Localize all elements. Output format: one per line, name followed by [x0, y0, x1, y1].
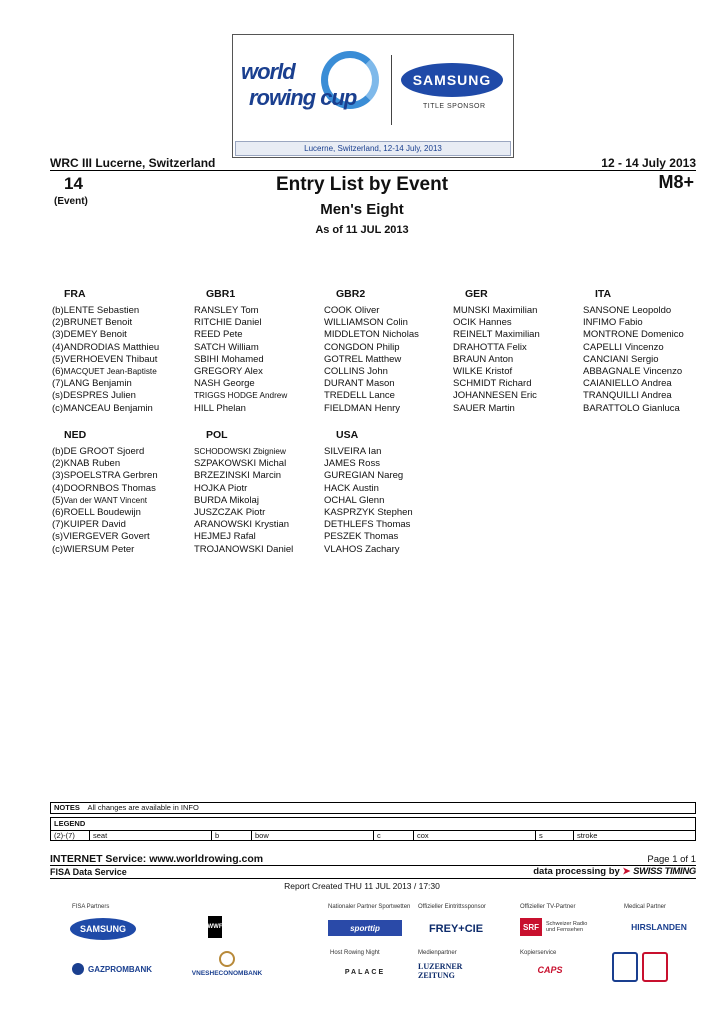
crew-member	[324, 403, 464, 415]
slrg-crest-icon	[642, 952, 668, 982]
legend-value: bow	[251, 831, 373, 841]
athlete-name: NASH George	[194, 378, 255, 390]
athlete-name: HACK Austin	[324, 482, 379, 494]
title-sponsor-label: TITLE SPONSOR	[423, 103, 486, 110]
seat-position: (2)	[52, 317, 64, 329]
crew-country: FRA	[64, 288, 86, 300]
crew-member	[324, 317, 464, 329]
crew-member	[453, 390, 593, 402]
samsung-logo: SAMSUNG	[401, 63, 503, 97]
notes-label: NOTES	[54, 803, 80, 812]
crew-member	[324, 519, 464, 531]
sporttip-logo: sporttip	[328, 920, 402, 936]
report-created: Report Created THU 11 JUL 2013 / 17:30	[284, 881, 440, 891]
crew-member	[583, 317, 723, 329]
athlete-name: BRUNET Benoit	[63, 317, 133, 329]
seat-position: (3)	[52, 470, 64, 482]
crew-ned	[52, 428, 192, 556]
crew-member	[52, 458, 192, 470]
crew-pol	[194, 428, 334, 556]
crew-member	[583, 378, 723, 390]
crew-member	[194, 495, 334, 507]
athlete-name: Van der WANT Vincent	[63, 495, 148, 505]
athlete-name: REINELT Maximilian	[453, 329, 540, 341]
athlete-name: TREDELL Lance	[324, 390, 395, 402]
header-banner	[232, 34, 514, 158]
athlete-name: RITCHIE Daniel	[194, 317, 262, 329]
crew-country: GBR2	[336, 288, 366, 300]
srf-text: Schweizer Radio und Fernsehen	[546, 921, 588, 933]
crew-country: GBR1	[206, 288, 236, 300]
athlete-name: LENTE Sebastien	[63, 305, 140, 316]
crew-country: POL	[206, 429, 228, 441]
legend-value: cox	[413, 831, 535, 841]
betting-partner-label: Nationaler Partner Sportwetten	[328, 904, 411, 910]
athlete-name: MIDDLETON Nicholas	[324, 329, 419, 341]
media-partner-label: Medienpartner	[418, 950, 457, 956]
athlete-name: GUREGIAN Nareg	[324, 470, 404, 482]
crew-member	[194, 378, 334, 390]
crew-country: GER	[465, 288, 488, 300]
crew-member	[194, 483, 334, 495]
crew-member	[453, 305, 593, 317]
seat-position: (c)	[52, 402, 64, 414]
rescue-crest-icon	[612, 952, 638, 982]
athlete-name: JOHANNESEN Eric	[453, 390, 537, 402]
crew-country: NED	[64, 429, 87, 441]
logo-world-text: world	[241, 59, 295, 84]
athlete-name: ANDRODIAS Matthieu	[63, 341, 160, 353]
crew-member	[52, 378, 192, 390]
athlete-name: SPOELSTRA Gerbren	[63, 470, 158, 482]
seat-position: (6)	[52, 507, 64, 519]
seat-position: (b)	[52, 446, 64, 457]
athlete-name: HOJKA Piotr	[194, 482, 248, 494]
athlete-name: SBIHI Mohamed	[194, 353, 264, 365]
seat-position: (b)	[52, 305, 64, 316]
competition-dates: 12 - 14 July 2013	[601, 156, 696, 170]
fisa-partners-label: FISA Partners	[72, 904, 110, 910]
crew-member	[52, 390, 192, 402]
crew-member	[324, 507, 464, 519]
crew-ita	[583, 287, 723, 415]
athlete-name: SCHMIDT Richard	[453, 378, 532, 390]
crew-member	[194, 507, 334, 519]
athlete-name: HEJMEJ Rafal	[194, 531, 256, 543]
legend-key: (2)-(7)	[54, 831, 75, 840]
athlete-name: INFIMO Fabio	[583, 317, 643, 329]
athlete-name: DEMEY Benoit	[63, 329, 127, 341]
luzerner-zeitung-logo: LUZERNER ZEITUNG	[418, 962, 463, 980]
seat-position: (6)	[52, 366, 64, 378]
swiss-timing-icon: ➤	[622, 866, 631, 877]
crew-member	[194, 390, 334, 402]
crew-member	[194, 305, 334, 317]
crew-fra	[52, 287, 192, 415]
page-number: Page 1 of 1	[647, 854, 696, 865]
notes-text: All changes are available in INFO	[87, 803, 199, 812]
crew-member	[324, 305, 464, 317]
seat-position: (s)	[52, 390, 64, 402]
event-number: 14	[64, 174, 83, 193]
crew-member	[194, 317, 334, 329]
crew-member	[324, 531, 464, 543]
crew-gbr2	[324, 287, 464, 415]
palace-logo: PALACE	[344, 968, 386, 976]
athlete-name: FIELDMAN Henry	[324, 402, 401, 414]
athlete-name: PESZEK Thomas	[324, 531, 399, 543]
page-title: Entry List by Event	[275, 174, 449, 195]
crew-member	[52, 544, 192, 556]
veb-text: VNESHECONOMBANK	[191, 970, 263, 977]
athlete-name: TRANQUILLI Andrea	[583, 390, 672, 402]
athlete-name: MANCEAU Benjamin	[63, 402, 153, 414]
header-rule	[50, 170, 696, 171]
event-subtitle: Men's Eight	[320, 201, 404, 218]
footer-rule-2	[50, 878, 696, 879]
legend-title: LEGEND	[54, 819, 86, 828]
crew-member	[52, 495, 192, 507]
wwf-logo: WWF	[208, 916, 222, 938]
crew-member	[324, 329, 464, 341]
copy-service-label: Kopierservice	[520, 950, 557, 956]
crew-member	[194, 531, 334, 543]
seat-position: (5)	[52, 494, 64, 506]
crew-member	[194, 544, 334, 556]
internet-service: INTERNET Service: www.worldrowing.com	[50, 853, 264, 865]
data-processing-label: data processing by	[533, 866, 620, 877]
banner-location-strip: Lucerne, Switzerland, 12-14 July, 2013	[235, 141, 511, 156]
legend-row	[51, 830, 695, 841]
crew-member	[324, 544, 464, 556]
caps-logo: CAPS	[537, 965, 563, 975]
athlete-name: DURANT Mason	[324, 378, 395, 390]
crew-member	[52, 305, 192, 317]
crew-member	[194, 342, 334, 354]
athlete-name: TRIGGS HODGE Andrew	[194, 391, 288, 401]
athlete-name: OCIK Hannes	[453, 317, 512, 329]
crew-member	[52, 483, 192, 495]
seat-position: (7)	[52, 378, 64, 390]
crew-member	[324, 495, 464, 507]
crew-member	[324, 342, 464, 354]
world-rowing-cup-logo	[241, 51, 391, 123]
athlete-name: DESPRES Julien	[63, 390, 136, 402]
crew-member	[52, 519, 192, 531]
seat-position: (2)	[52, 458, 64, 470]
athlete-name: SILVEIRA Ian	[324, 446, 382, 457]
athlete-name: DRAHOTTA Felix	[453, 341, 527, 353]
athlete-name: CAPELLI Vincenzo	[583, 341, 664, 353]
crew-member	[324, 446, 464, 458]
crew-member	[194, 458, 334, 470]
athlete-name: SATCH William	[194, 341, 259, 353]
gazprombank-icon	[72, 963, 84, 975]
tv-partner-label: Offizieller TV-Partner	[520, 904, 576, 910]
crew-member	[194, 366, 334, 378]
event-label: (Event)	[54, 196, 88, 207]
crew-member	[453, 378, 593, 390]
crew-member	[324, 390, 464, 402]
athlete-name: BURDA Mikolaj	[194, 494, 259, 506]
athlete-name: OCHAL Glenn	[324, 494, 385, 506]
crew-country: ITA	[595, 288, 612, 300]
crew-member	[324, 483, 464, 495]
legend-value: stroke	[573, 831, 695, 841]
crew-member	[324, 366, 464, 378]
athlete-name: COLLINS John	[324, 366, 388, 378]
crew-member	[583, 354, 723, 366]
athlete-name: TROJANOWSKI Daniel	[194, 543, 294, 555]
crew-country: USA	[336, 429, 359, 441]
crew-member	[52, 329, 192, 341]
seat-position: (5)	[52, 353, 64, 365]
crew-member	[52, 446, 192, 458]
swiss-timing-logo: SWISS TIMING	[633, 866, 696, 877]
ticketing-sponsor-label: Offizieller Eintrittssponsor	[418, 904, 486, 910]
legend-value: seat	[89, 831, 211, 841]
athlete-name: WILLIAMSON Colin	[324, 317, 408, 329]
athlete-name: ABBAGNALE Vincenzo	[583, 366, 683, 378]
logo-rowing-cup-text: rowing cup	[249, 85, 357, 110]
crew-member	[194, 519, 334, 531]
crew-member	[52, 403, 192, 415]
athlete-name: MACQUET Jean-Baptiste	[63, 367, 157, 377]
crew-member	[52, 507, 192, 519]
crew-ger	[453, 287, 593, 415]
athlete-name: MONTRONE Domenico	[583, 329, 684, 341]
seat-position: (7)	[52, 519, 64, 531]
seat-position: (c)	[52, 543, 64, 555]
crew-member	[583, 403, 723, 415]
athlete-name: JAMES Ross	[324, 458, 380, 470]
crew-member	[583, 366, 723, 378]
crew-member	[194, 329, 334, 341]
host-rowing-night-label: Host Rowing Night	[330, 950, 380, 956]
hirslanden-logo: HIRSLANDEN	[631, 922, 687, 932]
gazprombank-logo	[72, 962, 152, 976]
athlete-name: LANG Benjamin	[63, 378, 132, 390]
competition-name: WRC III Lucerne, Switzerland	[50, 156, 216, 170]
athlete-name: VERHOEVEN Thibaut	[63, 353, 158, 365]
athlete-name: DETHLEFS Thomas	[324, 519, 411, 531]
veb-icon	[219, 951, 235, 967]
crew-member	[453, 317, 593, 329]
athlete-name: BRZEZINSKI Marcin	[194, 470, 282, 482]
crew-member	[583, 305, 723, 317]
athlete-name: WIERSUM Peter	[63, 543, 135, 555]
crew-member	[52, 317, 192, 329]
crew-member	[453, 403, 593, 415]
crew-member	[583, 329, 723, 341]
samsung-partner-logo: SAMSUNG	[70, 918, 136, 940]
rescue-logos	[612, 952, 668, 982]
crew-member	[194, 446, 334, 458]
data-processing	[533, 866, 696, 877]
crew-member	[52, 366, 192, 378]
gazprombank-text: GAZPROMBANK	[88, 964, 152, 974]
seat-position: (4)	[52, 341, 64, 353]
athlete-name: REED Pete	[194, 329, 243, 341]
seat-position: (4)	[52, 482, 64, 494]
athlete-name: WILKE Kristof	[453, 366, 513, 378]
athlete-name: KASPRZYK Stephen	[324, 507, 413, 519]
legend-key: b	[211, 831, 251, 841]
athlete-name: BRAUN Anton	[453, 353, 514, 365]
crew-member	[453, 366, 593, 378]
crew-member	[583, 390, 723, 402]
legend-key: s	[535, 831, 573, 841]
crew-member	[324, 354, 464, 366]
frey-cie-logo: FREY+CIE	[428, 923, 484, 935]
legend-key: c	[373, 831, 413, 841]
crew-member	[324, 458, 464, 470]
srf-logo: SRF	[520, 918, 542, 936]
athlete-name: GOTREL Matthew	[324, 353, 402, 365]
seat-position: (s)	[52, 531, 64, 543]
athlete-name: BARATTOLO Gianluca	[583, 402, 680, 414]
crew-member	[52, 354, 192, 366]
athlete-name: VLAHOS Zachary	[324, 543, 400, 555]
crew-member	[52, 342, 192, 354]
athlete-name: VIERGEVER Govert	[63, 531, 150, 543]
athlete-name: CONGDON Philip	[324, 341, 400, 353]
athlete-name: SANSONE Leopoldo	[583, 305, 672, 316]
boat-class: M8+	[658, 172, 694, 192]
athlete-name: DOORNBOS Thomas	[63, 482, 156, 494]
as-of-date: As of 11 JUL 2013	[315, 224, 409, 236]
seat-position: (3)	[52, 329, 64, 341]
crew-member	[52, 531, 192, 543]
athlete-name: CAIANIELLO Andrea	[583, 378, 672, 390]
crew-member	[52, 470, 192, 482]
legend-box	[50, 817, 696, 841]
fisa-data-service: FISA Data Service	[50, 867, 127, 877]
athlete-name: RANSLEY Tom	[194, 305, 259, 316]
athlete-name: MUNSKI Maximilian	[453, 305, 538, 316]
crew-member	[453, 354, 593, 366]
notes-box	[50, 802, 696, 814]
athlete-name: KUIPER David	[63, 519, 126, 531]
crew-gbr1	[194, 287, 334, 415]
crew-member	[194, 470, 334, 482]
athlete-name: SCHODOWSKI Zbigniew	[194, 447, 286, 456]
crew-member	[453, 329, 593, 341]
crew-member	[324, 470, 464, 482]
crew-member	[194, 354, 334, 366]
athlete-name: CANCIANI Sergio	[583, 353, 659, 365]
crew-usa	[324, 428, 464, 556]
veb-logo	[192, 944, 262, 984]
athlete-name: COOK Oliver	[324, 305, 380, 316]
crew-member	[583, 342, 723, 354]
athlete-name: GREGORY Alex	[194, 366, 263, 378]
banner-divider	[391, 55, 392, 125]
athlete-name: SAUER Martin	[453, 402, 515, 414]
athlete-name: ARANOWSKI Krystian	[194, 519, 290, 531]
athlete-name: HILL Phelan	[194, 402, 246, 414]
athlete-name: SZPAKOWSKI Michal	[194, 458, 287, 470]
athlete-name: KNAB Ruben	[63, 458, 121, 470]
crew-member	[194, 403, 334, 415]
athlete-name: JUSZCZAK Piotr	[194, 507, 266, 519]
athlete-name: ROELL Boudewijn	[63, 507, 141, 519]
athlete-name: DE GROOT Sjoerd	[63, 446, 145, 457]
crew-member	[453, 342, 593, 354]
crew-member	[324, 378, 464, 390]
medical-partner-label: Medical Partner	[624, 904, 667, 910]
